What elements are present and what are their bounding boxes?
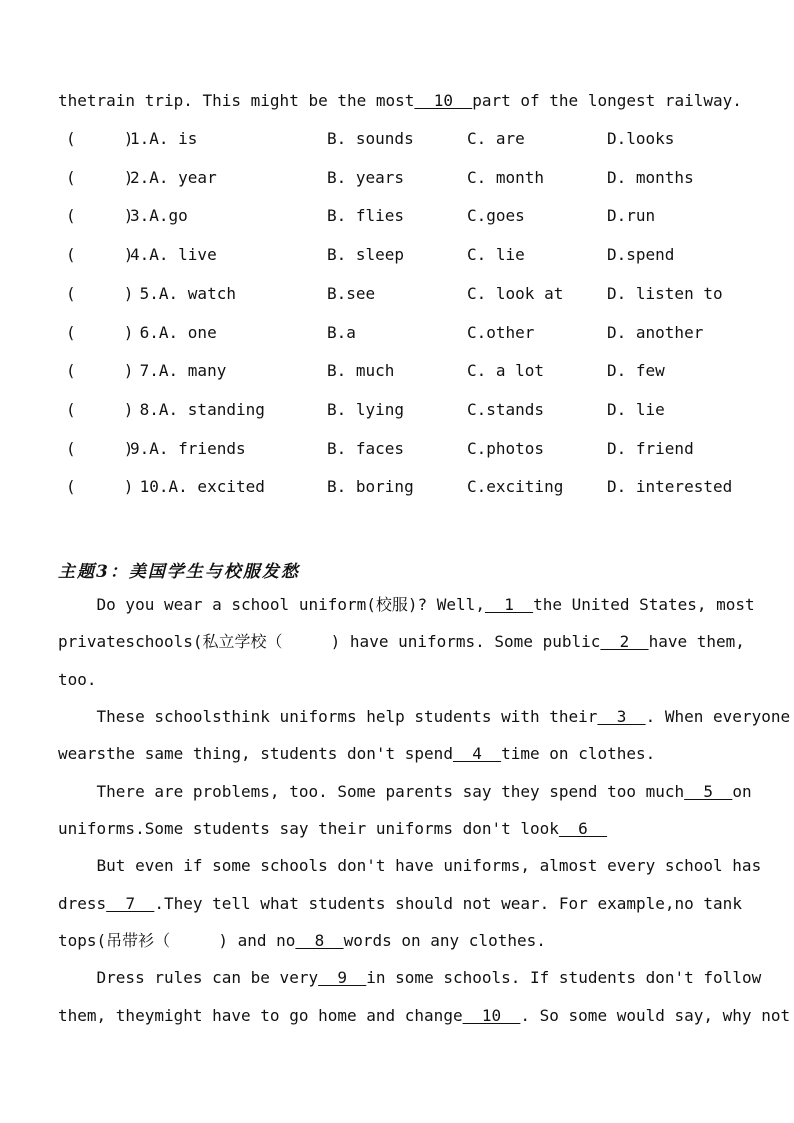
option-b[interactable]: B. sounds: [327, 129, 414, 148]
option-d[interactable]: D. lie: [607, 400, 665, 419]
option-b[interactable]: B. flies: [327, 206, 405, 225]
option-d[interactable]: D. months: [607, 168, 694, 187]
option-a[interactable]: 6.A. one: [130, 323, 217, 342]
option-d[interactable]: D. another: [607, 323, 704, 342]
option-b[interactable]: B. years: [327, 168, 405, 187]
text: have them,: [648, 632, 745, 651]
passage-line: [58, 782, 752, 802]
blank-9[interactable]: 9: [318, 968, 367, 987]
blank-3[interactable]: 3: [597, 707, 646, 726]
section-heading: 主题3：美国学生与校服发愁: [58, 562, 300, 582]
option-d[interactable]: D. interested: [607, 477, 733, 496]
blank-2[interactable]: 2: [600, 632, 649, 651]
passage-line: [58, 670, 748, 690]
text: words on any clothes.: [343, 931, 546, 950]
text: in some schools. If students don't follow: [366, 968, 762, 987]
option-a[interactable]: 2.A. year: [130, 168, 217, 187]
text: tops(吊带衫（ ) and no: [58, 931, 296, 950]
intro-text-end: part of the longest railway.: [472, 91, 742, 110]
option-b[interactable]: B.a: [327, 323, 356, 342]
option-a[interactable]: 1.A. is: [130, 129, 198, 148]
text: . So some would say, why not: [520, 1006, 791, 1025]
option-c[interactable]: C.exciting: [467, 477, 564, 496]
blank-5[interactable]: 5: [684, 782, 733, 801]
option-c[interactable]: C. a lot: [467, 361, 545, 380]
option-d[interactable]: D. friend: [607, 439, 694, 458]
text: dress: [58, 894, 107, 913]
text: them, theymight have to go home and change: [58, 1006, 463, 1025]
text: wearsthe same thing, students don't spend: [58, 744, 453, 763]
text: These schoolsthink uniforms help students with their: [58, 707, 598, 726]
option-b[interactable]: B. sleep: [327, 245, 405, 264]
text: .They tell what students should not wear. For example,no tank: [154, 894, 742, 913]
option-c[interactable]: C.stands: [467, 400, 545, 419]
passage-line: [58, 931, 748, 951]
option-a[interactable]: 5.A. watch: [130, 284, 236, 303]
question-row: [0, 168, 794, 188]
text: . When everyone: [645, 707, 791, 726]
blank-4[interactable]: 4: [452, 744, 502, 763]
blank-8[interactable]: 8: [295, 931, 344, 950]
answer-bracket[interactable]: ( ): [66, 323, 134, 342]
answer-bracket[interactable]: ( ): [66, 477, 134, 496]
intro-text: thetrain trip. This might be the most: [58, 91, 415, 110]
option-b[interactable]: B. much: [327, 361, 395, 380]
passage-line: [58, 707, 791, 727]
option-a[interactable]: 10.A. excited: [130, 477, 265, 496]
option-b[interactable]: B.see: [327, 284, 376, 303]
question-row: [0, 400, 794, 420]
blank-1[interactable]: 1: [484, 595, 534, 614]
answer-bracket[interactable]: ( ): [66, 439, 134, 458]
passage-line: [58, 632, 748, 652]
option-a[interactable]: 7.A. many: [130, 361, 227, 380]
passage-line: [58, 968, 762, 988]
option-d[interactable]: D.run: [607, 206, 656, 225]
question-row: [0, 361, 794, 381]
passage-line: [58, 744, 748, 764]
option-d[interactable]: D.spend: [607, 245, 675, 264]
blank-10[interactable]: 10: [462, 1006, 521, 1025]
text: the United States, most: [533, 595, 755, 614]
text: But even if some schools don't have uniforms, almost every school has: [58, 856, 762, 875]
text: on: [732, 782, 752, 801]
question-row: [0, 284, 794, 304]
option-c[interactable]: C. month: [467, 168, 545, 187]
passage-line: [58, 1006, 791, 1026]
question-row: [0, 206, 794, 226]
question-row: [0, 245, 794, 265]
blank-7[interactable]: 7: [106, 894, 155, 913]
option-c[interactable]: C. look at: [467, 284, 564, 303]
answer-bracket[interactable]: ( ): [66, 361, 134, 380]
answer-bracket[interactable]: ( ): [66, 245, 134, 264]
text: privateschools(私立学校（ ) have uniforms. Some public: [58, 632, 601, 651]
passage-line: [58, 856, 762, 876]
passage-line: [58, 595, 755, 615]
option-a[interactable]: 4.A. live: [130, 245, 217, 264]
option-d[interactable]: D. listen to: [607, 284, 723, 303]
answer-bracket[interactable]: ( ): [66, 400, 134, 419]
answer-bracket[interactable]: ( ): [66, 206, 134, 225]
question-row: [0, 323, 794, 343]
blank-10[interactable]: 10: [414, 91, 473, 110]
text: There are problems, too. Some parents say they spend too much: [58, 782, 685, 801]
text: uniforms.Some students say their uniforms don't look: [58, 819, 559, 838]
blank-6[interactable]: 6: [558, 819, 608, 838]
question-row: [0, 129, 794, 149]
option-c[interactable]: C.goes: [467, 206, 525, 225]
question-row: [0, 439, 794, 459]
option-b[interactable]: B. faces: [327, 439, 405, 458]
passage-line: [58, 894, 748, 914]
text: time on clothes.: [501, 744, 656, 763]
option-c[interactable]: C.other: [467, 323, 535, 342]
answer-bracket[interactable]: ( ): [66, 168, 134, 187]
option-b[interactable]: B. boring: [327, 477, 414, 496]
passage-line: [58, 819, 748, 839]
option-c[interactable]: C.photos: [467, 439, 545, 458]
option-c[interactable]: C. are: [467, 129, 525, 148]
option-d[interactable]: D.looks: [607, 129, 675, 148]
question-row: [0, 477, 794, 497]
intro-line: [58, 91, 742, 111]
text: too.: [58, 670, 97, 689]
answer-bracket[interactable]: ( ): [66, 129, 134, 148]
option-a[interactable]: 8.A. standing: [130, 400, 265, 419]
option-c[interactable]: C. lie: [467, 245, 525, 264]
text: Dress rules can be very: [58, 968, 319, 987]
option-a[interactable]: 9.A. friends: [130, 439, 246, 458]
option-a[interactable]: 3.A.go: [130, 206, 188, 225]
option-b[interactable]: B. lying: [327, 400, 405, 419]
answer-bracket[interactable]: ( ): [66, 284, 134, 303]
option-d[interactable]: D. few: [607, 361, 665, 380]
text: Do you wear a school uniform(校服)? Well,: [58, 595, 485, 614]
